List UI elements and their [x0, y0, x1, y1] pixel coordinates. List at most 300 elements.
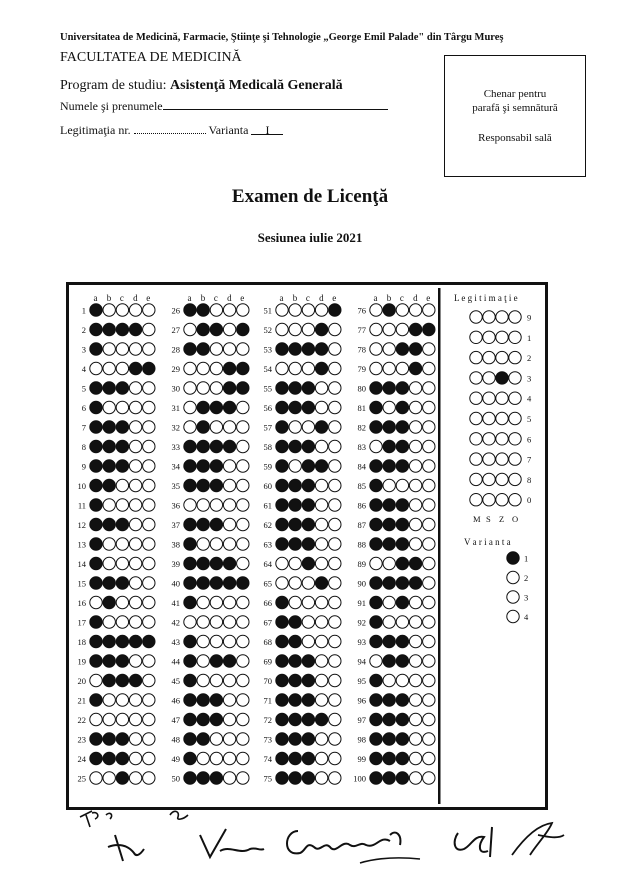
answer-bubble[interactable]	[396, 713, 408, 725]
answer-bubble[interactable]	[90, 382, 102, 394]
legitimatie-bubble[interactable]	[496, 351, 508, 363]
answer-bubble[interactable]	[184, 362, 196, 374]
answer-bubble[interactable]	[289, 616, 301, 628]
answer-bubble[interactable]	[143, 499, 155, 511]
answer-bubble[interactable]	[129, 421, 141, 433]
answer-bubble[interactable]	[423, 382, 435, 394]
answer-bubble[interactable]	[116, 499, 128, 511]
varianta-bubble[interactable]	[507, 552, 519, 564]
answer-bubble[interactable]	[237, 479, 249, 491]
answer-bubble[interactable]	[329, 713, 341, 725]
answer-bubble[interactable]	[315, 733, 327, 745]
answer-bubble[interactable]	[184, 713, 196, 725]
answer-bubble[interactable]	[315, 499, 327, 511]
legitimatie-bubble[interactable]	[483, 331, 495, 343]
answer-bubble[interactable]	[276, 440, 288, 452]
answer-bubble[interactable]	[370, 538, 382, 550]
legitimatie-bubble[interactable]	[483, 433, 495, 445]
answer-bubble[interactable]	[197, 499, 209, 511]
answer-bubble[interactable]	[289, 343, 301, 355]
answer-bubble[interactable]	[329, 772, 341, 784]
answer-bubble[interactable]	[210, 596, 222, 608]
answer-bubble[interactable]	[409, 733, 421, 745]
legitimatie-bubble[interactable]	[483, 392, 495, 404]
legitimatie-bubble[interactable]	[496, 494, 508, 506]
answer-bubble[interactable]	[289, 401, 301, 413]
answer-bubble[interactable]	[396, 616, 408, 628]
answer-bubble[interactable]	[315, 577, 327, 589]
answer-bubble[interactable]	[210, 635, 222, 647]
answer-bubble[interactable]	[237, 655, 249, 667]
answer-bubble[interactable]	[116, 440, 128, 452]
answer-bubble[interactable]	[383, 518, 395, 530]
answer-bubble[interactable]	[143, 616, 155, 628]
answer-bubble[interactable]	[223, 460, 235, 472]
answer-bubble[interactable]	[184, 323, 196, 335]
answer-bubble[interactable]	[90, 655, 102, 667]
answer-bubble[interactable]	[129, 635, 141, 647]
answer-bubble[interactable]	[289, 440, 301, 452]
answer-bubble[interactable]	[210, 538, 222, 550]
answer-bubble[interactable]	[276, 655, 288, 667]
answer-bubble[interactable]	[143, 460, 155, 472]
answer-bubble[interactable]	[184, 635, 196, 647]
answer-bubble[interactable]	[237, 616, 249, 628]
answer-bubble[interactable]	[90, 343, 102, 355]
answer-bubble[interactable]	[129, 557, 141, 569]
answer-bubble[interactable]	[315, 440, 327, 452]
answer-bubble[interactable]	[129, 772, 141, 784]
answer-bubble[interactable]	[90, 421, 102, 433]
answer-bubble[interactable]	[116, 382, 128, 394]
answer-bubble[interactable]	[103, 694, 115, 706]
answer-bubble[interactable]	[184, 772, 196, 784]
answer-bubble[interactable]	[423, 421, 435, 433]
answer-bubble[interactable]	[315, 460, 327, 472]
answer-bubble[interactable]	[116, 518, 128, 530]
answer-bubble[interactable]	[409, 343, 421, 355]
answer-bubble[interactable]	[315, 694, 327, 706]
answer-bubble[interactable]	[396, 304, 408, 316]
answer-bubble[interactable]	[370, 401, 382, 413]
answer-bubble[interactable]	[396, 674, 408, 686]
answer-bubble[interactable]	[237, 343, 249, 355]
answer-bubble[interactable]	[90, 694, 102, 706]
answer-bubble[interactable]	[116, 635, 128, 647]
answer-bubble[interactable]	[197, 323, 209, 335]
legitimatie-bubble[interactable]	[509, 311, 521, 323]
answer-bubble[interactable]	[329, 752, 341, 764]
answer-bubble[interactable]	[276, 752, 288, 764]
answer-bubble[interactable]	[276, 557, 288, 569]
answer-bubble[interactable]	[423, 655, 435, 667]
answer-bubble[interactable]	[116, 616, 128, 628]
answer-bubble[interactable]	[197, 421, 209, 433]
answer-bubble[interactable]	[90, 596, 102, 608]
answer-bubble[interactable]	[143, 343, 155, 355]
answer-bubble[interactable]	[315, 304, 327, 316]
answer-bubble[interactable]	[383, 460, 395, 472]
answer-bubble[interactable]	[237, 323, 249, 335]
answer-bubble[interactable]	[383, 343, 395, 355]
answer-bubble[interactable]	[116, 421, 128, 433]
answer-bubble[interactable]	[129, 460, 141, 472]
answer-bubble[interactable]	[143, 323, 155, 335]
answer-bubble[interactable]	[289, 674, 301, 686]
answer-bubble[interactable]	[210, 694, 222, 706]
answer-bubble[interactable]	[370, 460, 382, 472]
answer-bubble[interactable]	[289, 362, 301, 374]
answer-bubble[interactable]	[289, 596, 301, 608]
answer-bubble[interactable]	[289, 557, 301, 569]
answer-bubble[interactable]	[116, 323, 128, 335]
answer-bubble[interactable]	[143, 596, 155, 608]
answer-bubble[interactable]	[197, 401, 209, 413]
name-field[interactable]	[60, 98, 388, 114]
answer-bubble[interactable]	[329, 518, 341, 530]
answer-bubble[interactable]	[90, 499, 102, 511]
answer-bubble[interactable]	[184, 538, 196, 550]
answer-bubble[interactable]	[197, 343, 209, 355]
answer-bubble[interactable]	[383, 440, 395, 452]
answer-bubble[interactable]	[223, 479, 235, 491]
answer-bubble[interactable]	[370, 479, 382, 491]
answer-bubble[interactable]	[302, 304, 314, 316]
answer-bubble[interactable]	[370, 616, 382, 628]
legitimatie-bubble[interactable]	[470, 372, 482, 384]
answer-bubble[interactable]	[289, 518, 301, 530]
answer-bubble[interactable]	[383, 538, 395, 550]
answer-bubble[interactable]	[289, 733, 301, 745]
answer-bubble[interactable]	[210, 674, 222, 686]
answer-bubble[interactable]	[315, 616, 327, 628]
answer-bubble[interactable]	[276, 518, 288, 530]
answer-bubble[interactable]	[276, 694, 288, 706]
answer-bubble[interactable]	[315, 538, 327, 550]
answer-bubble[interactable]	[103, 460, 115, 472]
answer-bubble[interactable]	[197, 479, 209, 491]
answer-bubble[interactable]	[103, 635, 115, 647]
answer-bubble[interactable]	[129, 518, 141, 530]
answer-bubble[interactable]	[143, 362, 155, 374]
answer-bubble[interactable]	[184, 596, 196, 608]
answer-bubble[interactable]	[129, 596, 141, 608]
answer-bubble[interactable]	[409, 694, 421, 706]
answer-bubble[interactable]	[143, 557, 155, 569]
answer-bubble[interactable]	[396, 460, 408, 472]
answer-bubble[interactable]	[237, 362, 249, 374]
answer-bubble[interactable]	[129, 499, 141, 511]
answer-bubble[interactable]	[90, 635, 102, 647]
answer-bubble[interactable]	[90, 557, 102, 569]
answer-bubble[interactable]	[223, 674, 235, 686]
answer-bubble[interactable]	[223, 694, 235, 706]
answer-bubble[interactable]	[423, 460, 435, 472]
answer-bubble[interactable]	[103, 440, 115, 452]
answer-bubble[interactable]	[223, 655, 235, 667]
answer-bubble[interactable]	[90, 713, 102, 725]
answer-bubble[interactable]	[223, 772, 235, 784]
answer-bubble[interactable]	[329, 401, 341, 413]
answer-bubble[interactable]	[210, 343, 222, 355]
answer-bubble[interactable]	[409, 655, 421, 667]
answer-bubble[interactable]	[116, 538, 128, 550]
answer-bubble[interactable]	[143, 479, 155, 491]
answer-bubble[interactable]	[197, 362, 209, 374]
answer-bubble[interactable]	[329, 499, 341, 511]
answer-bubble[interactable]	[396, 577, 408, 589]
answer-bubble[interactable]	[329, 479, 341, 491]
legitimatie-bubble[interactable]	[509, 392, 521, 404]
answer-bubble[interactable]	[184, 421, 196, 433]
answer-bubble[interactable]	[383, 304, 395, 316]
answer-bubble[interactable]	[184, 577, 196, 589]
answer-bubble[interactable]	[409, 382, 421, 394]
answer-bubble[interactable]	[315, 401, 327, 413]
answer-bubble[interactable]	[197, 557, 209, 569]
answer-bubble[interactable]	[396, 596, 408, 608]
answer-bubble[interactable]	[329, 557, 341, 569]
answer-bubble[interactable]	[409, 674, 421, 686]
answer-bubble[interactable]	[129, 733, 141, 745]
answer-bubble[interactable]	[329, 733, 341, 745]
answer-bubble[interactable]	[184, 401, 196, 413]
answer-bubble[interactable]	[276, 772, 288, 784]
answer-bubble[interactable]	[223, 401, 235, 413]
answer-bubble[interactable]	[210, 577, 222, 589]
answer-bubble[interactable]	[423, 518, 435, 530]
answer-bubble[interactable]	[396, 362, 408, 374]
answer-bubble[interactable]	[409, 752, 421, 764]
answer-bubble[interactable]	[184, 304, 196, 316]
answer-bubble[interactable]	[197, 304, 209, 316]
legitimatie-bubble[interactable]	[470, 392, 482, 404]
answer-bubble[interactable]	[302, 596, 314, 608]
answer-bubble[interactable]	[90, 518, 102, 530]
answer-bubble[interactable]	[289, 694, 301, 706]
answer-bubble[interactable]	[383, 362, 395, 374]
answer-bubble[interactable]	[90, 304, 102, 316]
answer-bubble[interactable]	[210, 304, 222, 316]
legitimatie-bubble[interactable]	[483, 494, 495, 506]
answer-bubble[interactable]	[302, 343, 314, 355]
answer-bubble[interactable]	[315, 752, 327, 764]
legitimatie-bubble[interactable]	[470, 473, 482, 485]
answer-bubble[interactable]	[223, 596, 235, 608]
answer-bubble[interactable]	[197, 772, 209, 784]
answer-bubble[interactable]	[223, 557, 235, 569]
answer-bubble[interactable]	[103, 362, 115, 374]
answer-bubble[interactable]	[423, 401, 435, 413]
answer-bubble[interactable]	[197, 655, 209, 667]
answer-bubble[interactable]	[396, 440, 408, 452]
answer-bubble[interactable]	[302, 655, 314, 667]
answer-bubble[interactable]	[383, 499, 395, 511]
answer-bubble[interactable]	[396, 499, 408, 511]
answer-bubble[interactable]	[129, 382, 141, 394]
answer-bubble[interactable]	[237, 635, 249, 647]
answer-bubble[interactable]	[143, 752, 155, 764]
answer-bubble[interactable]	[237, 421, 249, 433]
varianta-bubble[interactable]	[507, 571, 519, 583]
legitimatie-bubble[interactable]	[509, 331, 521, 343]
answer-bubble[interactable]	[396, 635, 408, 647]
answer-bubble[interactable]	[302, 557, 314, 569]
answer-bubble[interactable]	[396, 343, 408, 355]
answer-bubble[interactable]	[289, 577, 301, 589]
answer-bubble[interactable]	[289, 713, 301, 725]
answer-bubble[interactable]	[103, 479, 115, 491]
answer-bubble[interactable]	[129, 694, 141, 706]
answer-bubble[interactable]	[210, 421, 222, 433]
answer-bubble[interactable]	[116, 713, 128, 725]
answer-bubble[interactable]	[90, 440, 102, 452]
answer-bubble[interactable]	[383, 713, 395, 725]
id-input-line[interactable]	[134, 122, 206, 134]
answer-bubble[interactable]	[329, 362, 341, 374]
answer-bubble[interactable]	[116, 694, 128, 706]
legitimatie-bubble[interactable]	[496, 372, 508, 384]
answer-bubble[interactable]	[329, 635, 341, 647]
answer-bubble[interactable]	[289, 421, 301, 433]
answer-bubble[interactable]	[197, 460, 209, 472]
answer-bubble[interactable]	[315, 655, 327, 667]
answer-bubble[interactable]	[197, 733, 209, 745]
answer-bubble[interactable]	[302, 440, 314, 452]
answer-bubble[interactable]	[315, 382, 327, 394]
answer-bubble[interactable]	[289, 538, 301, 550]
answer-bubble[interactable]	[129, 674, 141, 686]
legitimatie-bubble[interactable]	[496, 433, 508, 445]
answer-bubble[interactable]	[103, 557, 115, 569]
answer-bubble[interactable]	[103, 674, 115, 686]
answer-bubble[interactable]	[396, 694, 408, 706]
answer-bubble[interactable]	[90, 460, 102, 472]
answer-bubble[interactable]	[370, 440, 382, 452]
answer-bubble[interactable]	[103, 401, 115, 413]
answer-bubble[interactable]	[370, 557, 382, 569]
answer-bubble[interactable]	[223, 733, 235, 745]
answer-bubble[interactable]	[383, 694, 395, 706]
legitimatie-bubble[interactable]	[483, 473, 495, 485]
answer-bubble[interactable]	[383, 596, 395, 608]
answer-bubble[interactable]	[90, 362, 102, 374]
answer-bubble[interactable]	[423, 323, 435, 335]
answer-bubble[interactable]	[103, 772, 115, 784]
answer-bubble[interactable]	[116, 596, 128, 608]
legitimatie-bubble[interactable]	[509, 473, 521, 485]
answer-bubble[interactable]	[370, 304, 382, 316]
answer-bubble[interactable]	[129, 440, 141, 452]
answer-bubble[interactable]	[210, 655, 222, 667]
answer-bubble[interactable]	[329, 460, 341, 472]
answer-bubble[interactable]	[143, 694, 155, 706]
legitimatie-bubble[interactable]	[496, 473, 508, 485]
answer-bubble[interactable]	[383, 616, 395, 628]
answer-bubble[interactable]	[383, 323, 395, 335]
answer-bubble[interactable]	[276, 343, 288, 355]
answer-bubble[interactable]	[223, 304, 235, 316]
answer-bubble[interactable]	[315, 713, 327, 725]
legitimatie-bubble[interactable]	[470, 311, 482, 323]
answer-bubble[interactable]	[302, 733, 314, 745]
answer-bubble[interactable]	[423, 440, 435, 452]
answer-bubble[interactable]	[143, 674, 155, 686]
answer-bubble[interactable]	[315, 596, 327, 608]
answer-bubble[interactable]	[129, 577, 141, 589]
answer-bubble[interactable]	[223, 635, 235, 647]
answer-bubble[interactable]	[276, 635, 288, 647]
answer-bubble[interactable]	[276, 460, 288, 472]
answer-bubble[interactable]	[103, 499, 115, 511]
answer-bubble[interactable]	[315, 557, 327, 569]
answer-bubble[interactable]	[90, 733, 102, 745]
answer-bubble[interactable]	[223, 362, 235, 374]
answer-bubble[interactable]	[129, 304, 141, 316]
answer-bubble[interactable]	[329, 440, 341, 452]
answer-bubble[interactable]	[210, 499, 222, 511]
legitimatie-bubble[interactable]	[496, 392, 508, 404]
answer-bubble[interactable]	[197, 674, 209, 686]
legitimatie-bubble[interactable]	[470, 494, 482, 506]
answer-bubble[interactable]	[103, 421, 115, 433]
answer-bubble[interactable]	[315, 421, 327, 433]
answer-bubble[interactable]	[197, 382, 209, 394]
answer-bubble[interactable]	[103, 518, 115, 530]
answer-bubble[interactable]	[329, 538, 341, 550]
answer-bubble[interactable]	[409, 538, 421, 550]
answer-bubble[interactable]	[409, 616, 421, 628]
answer-bubble[interactable]	[237, 674, 249, 686]
answer-bubble[interactable]	[103, 343, 115, 355]
answer-bubble[interactable]	[184, 382, 196, 394]
answer-bubble[interactable]	[370, 323, 382, 335]
answer-bubble[interactable]	[237, 518, 249, 530]
answer-bubble[interactable]	[315, 674, 327, 686]
answer-bubble[interactable]	[237, 382, 249, 394]
legitimatie-bubble[interactable]	[509, 372, 521, 384]
answer-bubble[interactable]	[396, 752, 408, 764]
legitimatie-bubble[interactable]	[470, 351, 482, 363]
answer-bubble[interactable]	[116, 577, 128, 589]
answer-bubble[interactable]	[210, 772, 222, 784]
answer-bubble[interactable]	[315, 362, 327, 374]
answer-bubble[interactable]	[197, 577, 209, 589]
answer-bubble[interactable]	[302, 772, 314, 784]
answer-bubble[interactable]	[223, 440, 235, 452]
answer-bubble[interactable]	[302, 460, 314, 472]
answer-bubble[interactable]	[90, 616, 102, 628]
answer-bubble[interactable]	[370, 382, 382, 394]
answer-bubble[interactable]	[276, 304, 288, 316]
answer-bubble[interactable]	[409, 596, 421, 608]
answer-bubble[interactable]	[103, 655, 115, 667]
answer-bubble[interactable]	[143, 635, 155, 647]
answer-bubble[interactable]	[383, 674, 395, 686]
answer-bubble[interactable]	[143, 772, 155, 784]
answer-bubble[interactable]	[210, 323, 222, 335]
answer-bubble[interactable]	[302, 421, 314, 433]
answer-bubble[interactable]	[315, 772, 327, 784]
answer-bubble[interactable]	[210, 440, 222, 452]
answer-bubble[interactable]	[237, 694, 249, 706]
name-input-line[interactable]	[163, 98, 388, 110]
answer-bubble[interactable]	[370, 752, 382, 764]
answer-bubble[interactable]	[409, 772, 421, 784]
answer-bubble[interactable]	[423, 616, 435, 628]
answer-bubble[interactable]	[184, 616, 196, 628]
answer-bubble[interactable]	[103, 733, 115, 745]
